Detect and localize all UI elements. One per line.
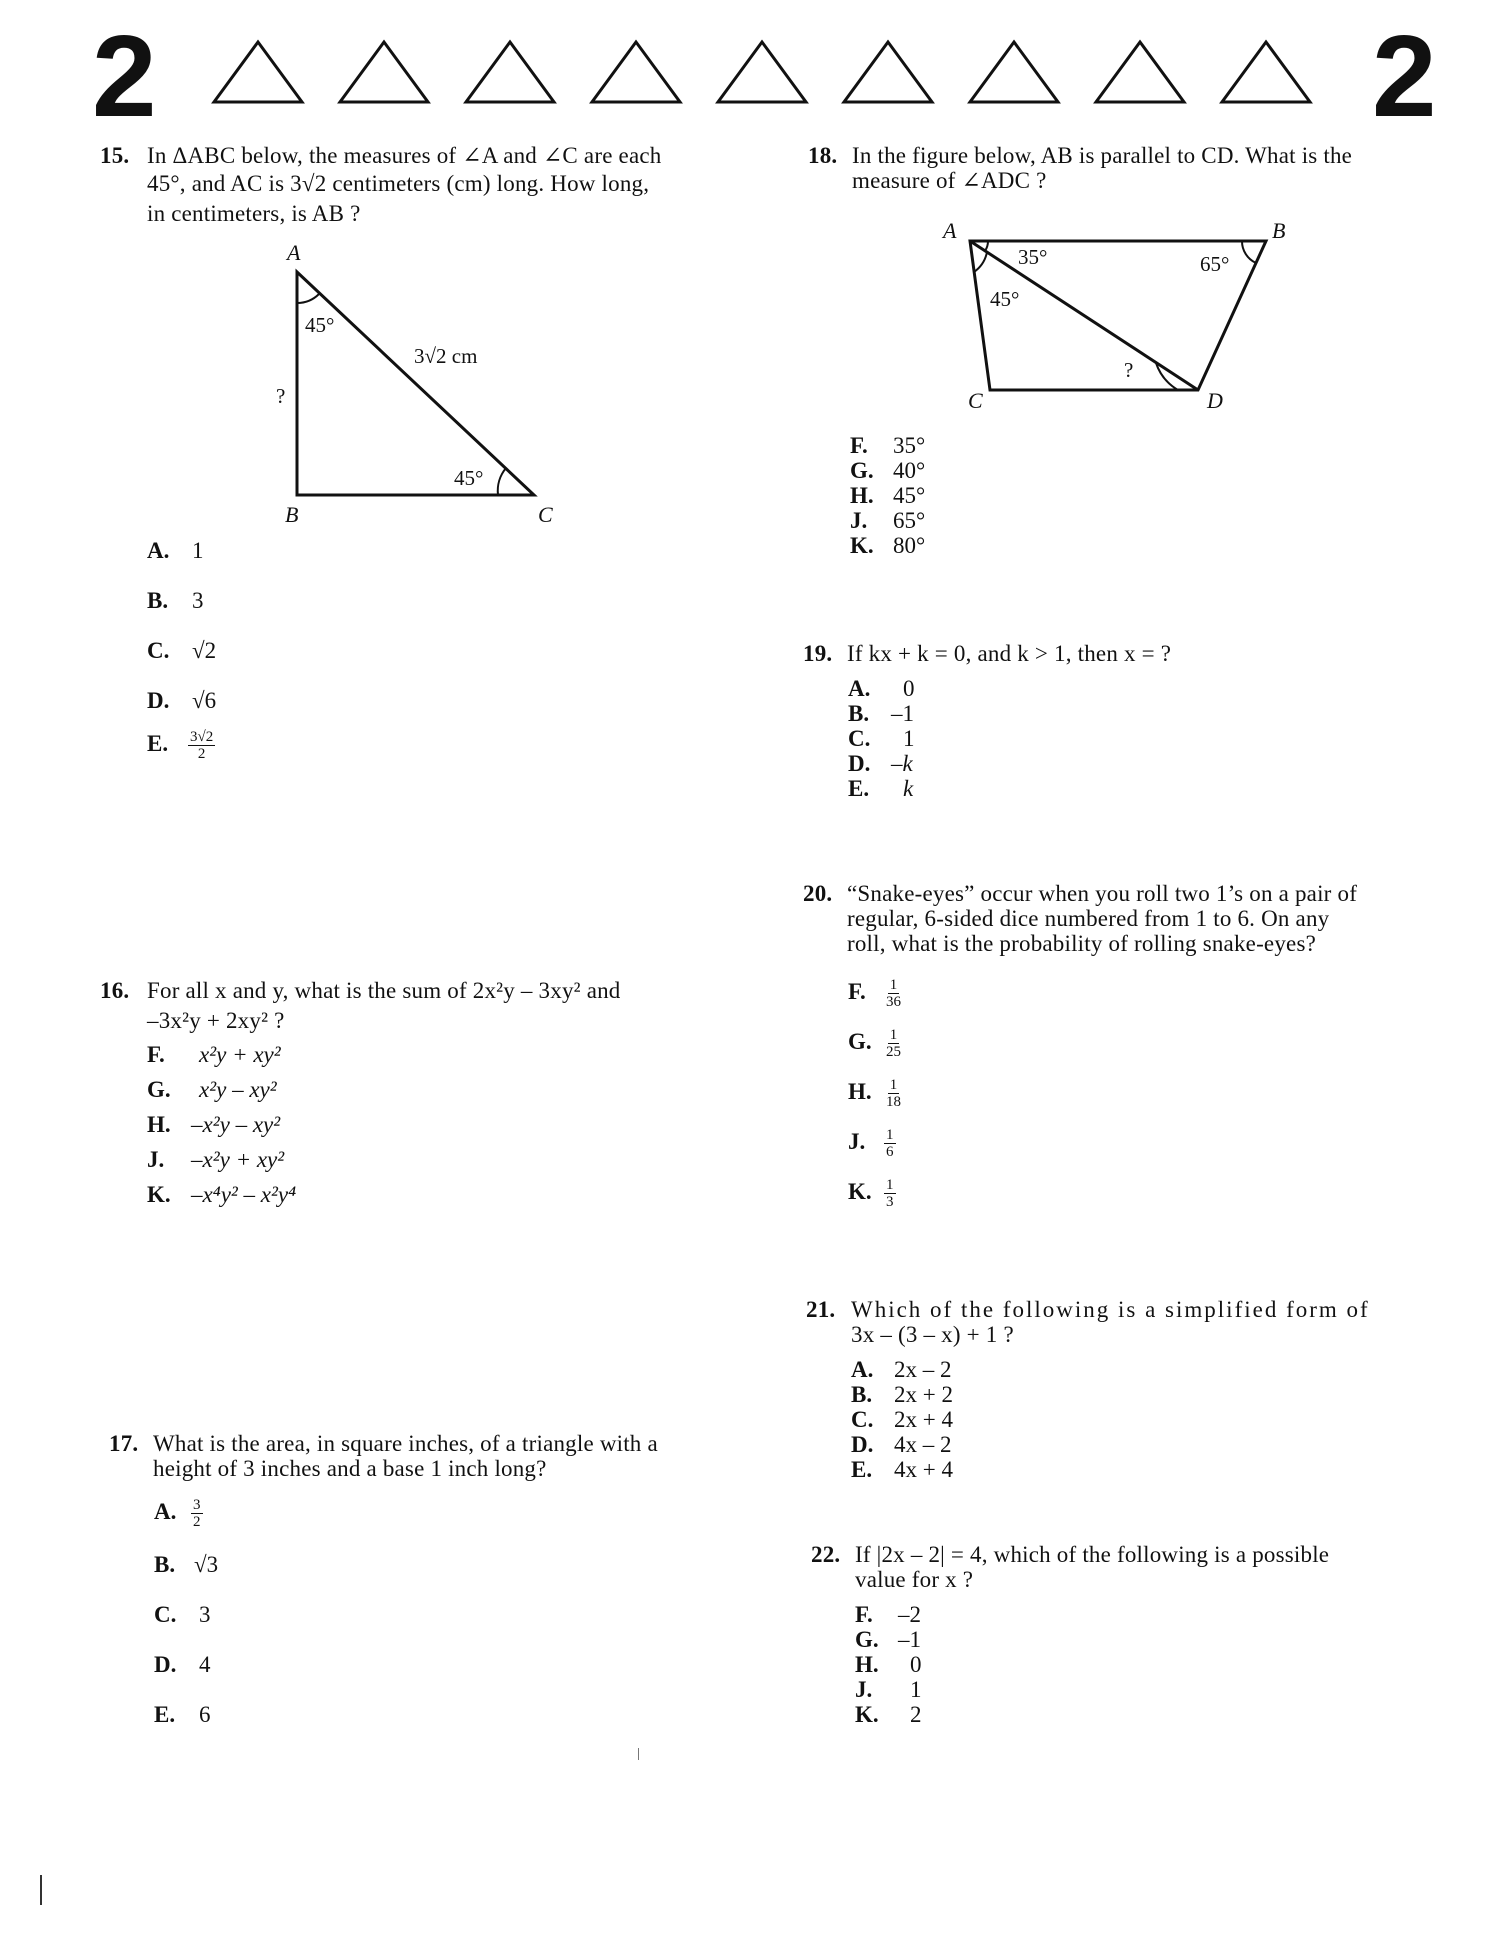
answer-choice[interactable]: J. –x²y + xy² bbox=[147, 1147, 285, 1172]
question-number: 20. bbox=[803, 881, 833, 906]
answer-choice[interactable]: H. $\frac{1}{18}$ bbox=[848, 1077, 901, 1110]
answer-choice[interactable]: A. 1 bbox=[147, 538, 204, 563]
answer-choice[interactable]: D. –k bbox=[848, 751, 913, 776]
question-stem-line: What is the area, in square inches, of a triangle with a bbox=[153, 1431, 658, 1456]
answer-choice[interactable]: F. –2 bbox=[855, 1602, 921, 1627]
answer-choice[interactable]: G. $\frac{1}{25}$ bbox=[848, 1027, 901, 1060]
answer-choice[interactable]: H. 0 bbox=[855, 1652, 922, 1677]
question-number: 21. bbox=[806, 1297, 836, 1322]
question-stem-line: If |2x – 2| = 4, which of the following is a possible bbox=[855, 1542, 1330, 1567]
scan-mark bbox=[40, 1875, 42, 1905]
triangle-icon bbox=[588, 38, 684, 106]
angle-label-a: 45° bbox=[305, 313, 335, 337]
question-stem-line: roll, what is the probability of rolling snake-eyes? bbox=[847, 931, 1317, 956]
answer-choice[interactable]: D. 4 bbox=[154, 1652, 211, 1677]
question-number: 17. bbox=[109, 1431, 139, 1456]
answer-choice[interactable]: B. √3 bbox=[154, 1552, 219, 1577]
fraction: $\frac{1}{25}$ bbox=[886, 1027, 901, 1060]
answer-choice[interactable]: F. $\frac{1}{36}$ bbox=[848, 977, 901, 1010]
vertex-label-c: C bbox=[968, 388, 983, 413]
vertex-label-b: B bbox=[285, 502, 299, 527]
section-number-left: 2 bbox=[92, 11, 157, 141]
question-stem-line: –3x²y + 2xy² ? bbox=[147, 1008, 285, 1033]
answer-choice[interactable]: J. 1 bbox=[855, 1677, 922, 1702]
question-number: 18. bbox=[808, 143, 838, 168]
vertex-label-a: A bbox=[287, 240, 301, 265]
answer-choice[interactable]: C. √2 bbox=[147, 638, 217, 663]
question-stem-line: value for x ? bbox=[855, 1567, 974, 1592]
triangle-icon bbox=[462, 38, 558, 106]
angle-label-35: 35° bbox=[1018, 245, 1048, 269]
answer-choice[interactable]: E. k bbox=[848, 776, 914, 801]
vertex-label-c: C bbox=[538, 502, 553, 527]
answer-choice[interactable]: K. –x⁴y² – x²y⁴ bbox=[147, 1182, 297, 1207]
answer-choice[interactable]: D. 4x – 2 bbox=[851, 1432, 952, 1457]
vertex-label-d: D bbox=[1207, 388, 1223, 413]
question-stem-line: height of 3 inches and a base 1 inch long? bbox=[153, 1456, 547, 1481]
question-stem-line: measure of ∠ADC ? bbox=[852, 168, 1047, 193]
answer-choice[interactable]: C. 2x + 4 bbox=[851, 1407, 953, 1432]
answer-choice[interactable]: B. 2x + 2 bbox=[851, 1382, 953, 1407]
angle-label-65: 65° bbox=[1200, 252, 1230, 276]
triangle-icon bbox=[336, 38, 432, 106]
question-stem-line: in centimeters, is AB ? bbox=[147, 201, 361, 226]
answer-choice[interactable]: G. x²y – xy² bbox=[147, 1077, 277, 1102]
answer-choice[interactable]: B. –1 bbox=[848, 701, 914, 726]
unknown-angle-label: ? bbox=[1124, 358, 1134, 382]
question-stem-line: Which of the following is a simplified form of bbox=[851, 1297, 1370, 1322]
answer-choice[interactable]: F. 35° bbox=[850, 433, 926, 458]
answer-choice[interactable]: J. $\frac{1}{6}$ bbox=[848, 1127, 894, 1160]
answer-choice[interactable]: G. 40° bbox=[850, 458, 926, 483]
question-number: 16. bbox=[100, 978, 130, 1003]
vertex-label-a: A bbox=[943, 218, 957, 243]
answer-choice[interactable]: F. x²y + xy² bbox=[147, 1042, 281, 1067]
answer-choice[interactable]: H. 45° bbox=[850, 483, 926, 508]
triangle-icon bbox=[1092, 38, 1188, 106]
answer-choice[interactable]: K. $\frac{1}{3}$ bbox=[848, 1177, 894, 1210]
answer-choice[interactable]: G. –1 bbox=[855, 1627, 921, 1652]
answer-choice[interactable]: H. –x²y – xy² bbox=[147, 1112, 281, 1137]
angle-label-45: 45° bbox=[990, 287, 1020, 311]
triangle-icon bbox=[966, 38, 1062, 106]
triangle-icon bbox=[714, 38, 810, 106]
right-triangle-figure bbox=[280, 265, 550, 510]
answer-choice[interactable]: A. $\frac{3}{2}$ bbox=[154, 1497, 201, 1530]
section-number-right: 2 bbox=[1372, 11, 1437, 141]
scan-mark bbox=[638, 1748, 639, 1760]
answer-choice[interactable]: B. 3 bbox=[147, 588, 204, 613]
question-stem-line: 45°, and AC is 3√2 centimeters (cm) long. How long, bbox=[147, 171, 650, 196]
answer-choice[interactable]: E. $\frac{3√2}{2}$ bbox=[147, 729, 214, 762]
answer-choice[interactable]: D. √6 bbox=[147, 688, 217, 713]
question-stem-line: 3x – (3 – x) + 1 ? bbox=[851, 1322, 1014, 1347]
answer-choice[interactable]: K. 2 bbox=[855, 1702, 922, 1727]
fraction: $\frac{1}{3}$ bbox=[886, 1177, 894, 1210]
fraction: $\frac{3}{2}$ bbox=[193, 1497, 201, 1530]
answer-choice[interactable]: K. 80° bbox=[850, 533, 926, 558]
triangle-icon bbox=[840, 38, 936, 106]
unknown-side-label: ? bbox=[276, 384, 286, 408]
fraction: $\frac{1}{6}$ bbox=[886, 1127, 894, 1160]
question-number: 22. bbox=[811, 1542, 841, 1567]
fraction: $\frac{3√2}{2}$ bbox=[190, 729, 214, 762]
answer-choice[interactable]: E. 4x + 4 bbox=[851, 1457, 953, 1482]
question-number: 19. bbox=[803, 641, 833, 666]
answer-choice[interactable]: A. 0 bbox=[848, 676, 915, 701]
fraction: $\frac{1}{18}$ bbox=[886, 1077, 901, 1110]
question-stem-line: “Snake-eyes” occur when you roll two 1’s on a pair of bbox=[847, 881, 1358, 906]
hypotenuse-label: 3√2 cm bbox=[414, 344, 478, 368]
question-stem-line: regular, 6-sided dice numbered from 1 to 6. On any bbox=[847, 906, 1330, 931]
answer-choice[interactable]: C. 1 bbox=[848, 726, 915, 751]
answer-choice[interactable]: J. 65° bbox=[850, 508, 926, 533]
answer-choice[interactable]: E. 6 bbox=[154, 1702, 211, 1727]
answer-choice[interactable]: A. 2x – 2 bbox=[851, 1357, 952, 1382]
triangle-icon bbox=[210, 38, 306, 106]
question-number: 15. bbox=[100, 143, 130, 168]
triangle-icon bbox=[1218, 38, 1314, 106]
angle-label-c: 45° bbox=[454, 466, 484, 490]
answer-choice[interactable]: C. 3 bbox=[154, 1602, 211, 1627]
fraction: $\frac{1}{36}$ bbox=[886, 977, 901, 1010]
question-stem-line: In ΔABC below, the measures of ∠A and ∠C are each bbox=[147, 143, 662, 168]
vertex-label-b: B bbox=[1272, 218, 1286, 243]
question-stem-line: In the figure below, AB is parallel to CD. What is the bbox=[852, 143, 1353, 168]
question-stem-line: If kx + k = 0, and k > 1, then x = ? bbox=[847, 641, 1172, 666]
trapezoid-figure bbox=[960, 230, 1280, 400]
question-stem-line: For all x and y, what is the sum of 2x²y – 3xy² and bbox=[147, 978, 621, 1003]
